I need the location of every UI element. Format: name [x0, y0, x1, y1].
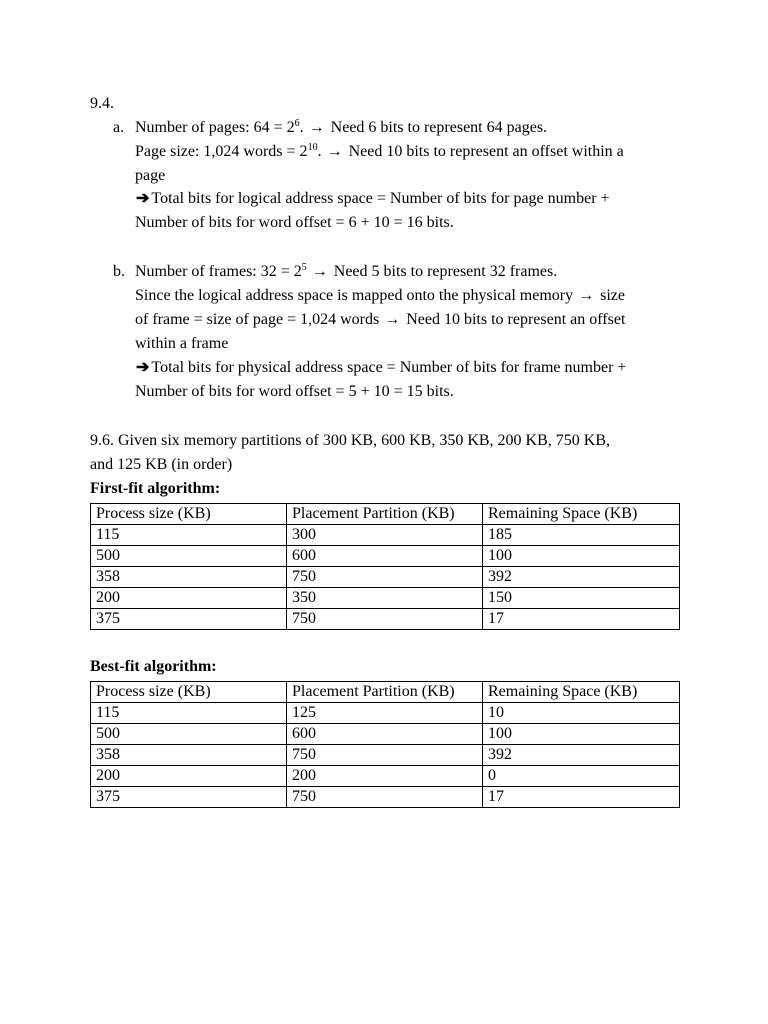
column-header: Placement Partition (KB)	[287, 504, 483, 525]
list-marker-b: b.	[113, 263, 125, 280]
table-cell: 125	[287, 703, 483, 724]
table-cell: 200	[287, 766, 483, 787]
table-row	[91, 567, 680, 588]
table-cell: 358	[91, 567, 287, 588]
first-fit-title: First-fit algorithm:	[90, 480, 221, 497]
table-header-row	[91, 504, 680, 525]
table-cell: 10	[483, 703, 680, 724]
section-heading-9-4: 9.4.	[90, 95, 114, 112]
text-line: within a frame	[135, 335, 229, 352]
table-cell: 0	[483, 766, 680, 787]
right-arrow-icon: →	[308, 119, 325, 136]
best-fit-table	[90, 681, 680, 808]
text-line: Page size: 1,024 words = $2^{10}$. → Need 10 bits to represent an offset within a	[135, 142, 624, 160]
table-row	[91, 787, 680, 808]
table-cell: 500	[91, 724, 287, 745]
column-header: Process size (KB)	[91, 682, 287, 703]
table-row	[91, 745, 680, 766]
table-cell: 115	[91, 703, 287, 724]
text-line: ➔ Total bits for physical address space = Number of bits for frame number +	[136, 359, 627, 376]
table-cell: 600	[287, 546, 483, 567]
table-cell: 185	[483, 525, 680, 546]
table-row	[91, 525, 680, 546]
table-cell: 17	[483, 787, 680, 808]
table-cell: 750	[287, 745, 483, 766]
text-line: of frame = size of page = 1,024 words → Need 10 bits to represent an offset	[135, 311, 626, 328]
table-cell: 358	[91, 745, 287, 766]
table-cell: 750	[287, 567, 483, 588]
table-cell: 200	[91, 588, 287, 609]
bold-right-arrow-icon: ➔	[136, 359, 150, 376]
table-cell: 500	[91, 546, 287, 567]
table-row	[91, 588, 680, 609]
right-arrow-icon: →	[326, 143, 343, 160]
table-cell: 750	[287, 609, 483, 630]
table-cell: 392	[483, 745, 680, 766]
text-line: 9.6. Given six memory partitions of 300 KB, 600 KB, 350 KB, 200 KB, 750 KB,	[90, 432, 610, 449]
table-cell: 100	[483, 546, 680, 567]
table-cell: 300	[287, 525, 483, 546]
text-line: Number of bits for word offset = 5 + 10 = 15 bits.	[135, 383, 454, 400]
table-cell: 115	[91, 525, 287, 546]
text-line: and 125 KB (in order)	[90, 456, 233, 473]
first-fit-table	[90, 503, 680, 630]
text-line: Number of pages: $64 = 2^6$. → Need 6 bits to represent 64 pages.	[135, 118, 548, 136]
table-cell: 750	[287, 787, 483, 808]
text-line: Since the logical address space is mapped onto the physical memory → size	[135, 287, 625, 304]
right-arrow-icon: →	[578, 287, 595, 304]
text-line: Number of frames: $32 = 2^5$ → Need 5 bits to represent 32 frames.	[135, 262, 558, 280]
table-cell: 350	[287, 588, 483, 609]
table-cell: 100	[483, 724, 680, 745]
table-row	[91, 724, 680, 745]
table-cell: 200	[91, 766, 287, 787]
table-cell: 17	[483, 609, 680, 630]
column-header: Process size (KB)	[91, 504, 287, 525]
table-row	[91, 766, 680, 787]
table-row	[91, 703, 680, 724]
table-cell: 600	[287, 724, 483, 745]
table-cell: 375	[91, 787, 287, 808]
table-row	[91, 609, 680, 630]
list-marker-a: a.	[113, 119, 125, 136]
text-line: ➔ Total bits for logical address space = Number of bits for page number +	[136, 190, 610, 207]
column-header: Remaining Space (KB)	[483, 682, 680, 703]
table-cell: 392	[483, 567, 680, 588]
text-line: page	[135, 167, 166, 184]
right-arrow-icon: →	[384, 311, 401, 328]
text-line: Number of bits for word offset = 6 + 10 = 16 bits.	[135, 214, 454, 231]
table-cell: 375	[91, 609, 287, 630]
column-header: Remaining Space (KB)	[483, 504, 680, 525]
right-arrow-icon: →	[311, 263, 328, 280]
table-row	[91, 546, 680, 567]
table-cell: 150	[483, 588, 680, 609]
table-header-row	[91, 682, 680, 703]
bold-right-arrow-icon: ➔	[136, 190, 150, 207]
column-header: Placement Partition (KB)	[287, 682, 483, 703]
best-fit-title: Best-fit algorithm:	[90, 658, 217, 675]
